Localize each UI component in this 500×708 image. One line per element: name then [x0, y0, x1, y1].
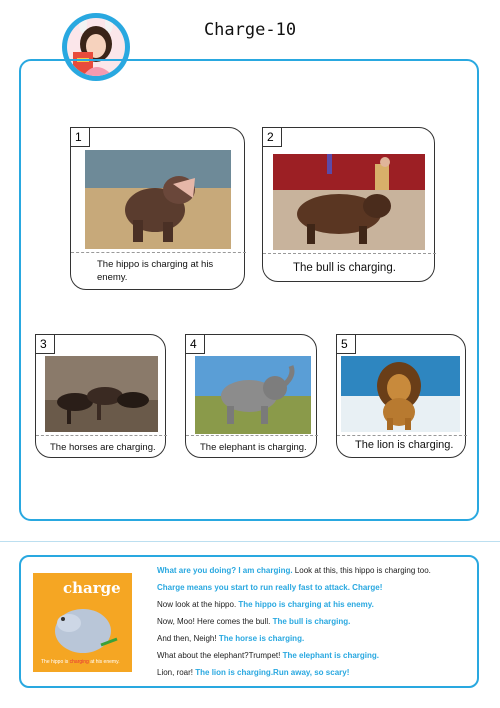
card-number: 3: [35, 334, 55, 354]
card-hippo: [70, 127, 245, 290]
script-line: Now look at the hippo. The hippo is charging at his enemy.: [157, 600, 374, 609]
card-number: 4: [185, 334, 205, 354]
divider: [263, 253, 436, 254]
card-bull: [262, 127, 435, 282]
card-caption: The elephant is charging.: [200, 442, 307, 453]
book-caption: The hippo is charging at his enemy.: [41, 659, 120, 665]
script-line: Now, Moo! Here comes the bull. The bull is charging.: [157, 617, 351, 626]
bull-picture: [273, 154, 425, 250]
card-horses: [35, 334, 166, 458]
divider: [186, 435, 318, 436]
hippo-illustration: [33, 573, 132, 672]
lion-picture: [341, 356, 460, 432]
script-line: Lion, roar! The lion is charging.Run away, so scary!: [157, 668, 350, 677]
card-caption: The horses are charging.: [50, 442, 156, 453]
script-lines: [157, 562, 477, 681]
section-separator: [0, 541, 500, 542]
card-number: 1: [70, 127, 90, 147]
elephant-picture: [195, 356, 311, 434]
page-title: Charge-10: [203, 20, 297, 40]
script-line: Charge means you start to run really fast to attack. Charge!: [157, 583, 383, 592]
card-number: 5: [336, 334, 356, 354]
script-line: What about the elephant?Trumpet! The elephant is charging.: [157, 651, 380, 660]
card-caption: The bull is charging.: [293, 262, 396, 274]
divider: [337, 435, 467, 436]
book-cover: [33, 573, 132, 672]
card-lion: [336, 334, 466, 458]
script-line: And then, Neigh! The horse is charging.: [157, 634, 305, 643]
card-caption: The lion is charging.: [355, 439, 454, 451]
card-elephant: [185, 334, 317, 458]
card-caption: The hippo is charging at his enemy.: [97, 259, 214, 283]
script-line: What are you doing? I am charging. Look at this, this hippo is charging too.: [157, 566, 431, 575]
horses-picture: [45, 356, 158, 432]
divider: [71, 252, 246, 253]
book-title: charge: [63, 579, 121, 597]
hippo-picture: [85, 150, 231, 249]
card-number: 2: [262, 127, 282, 147]
divider: [36, 435, 167, 436]
